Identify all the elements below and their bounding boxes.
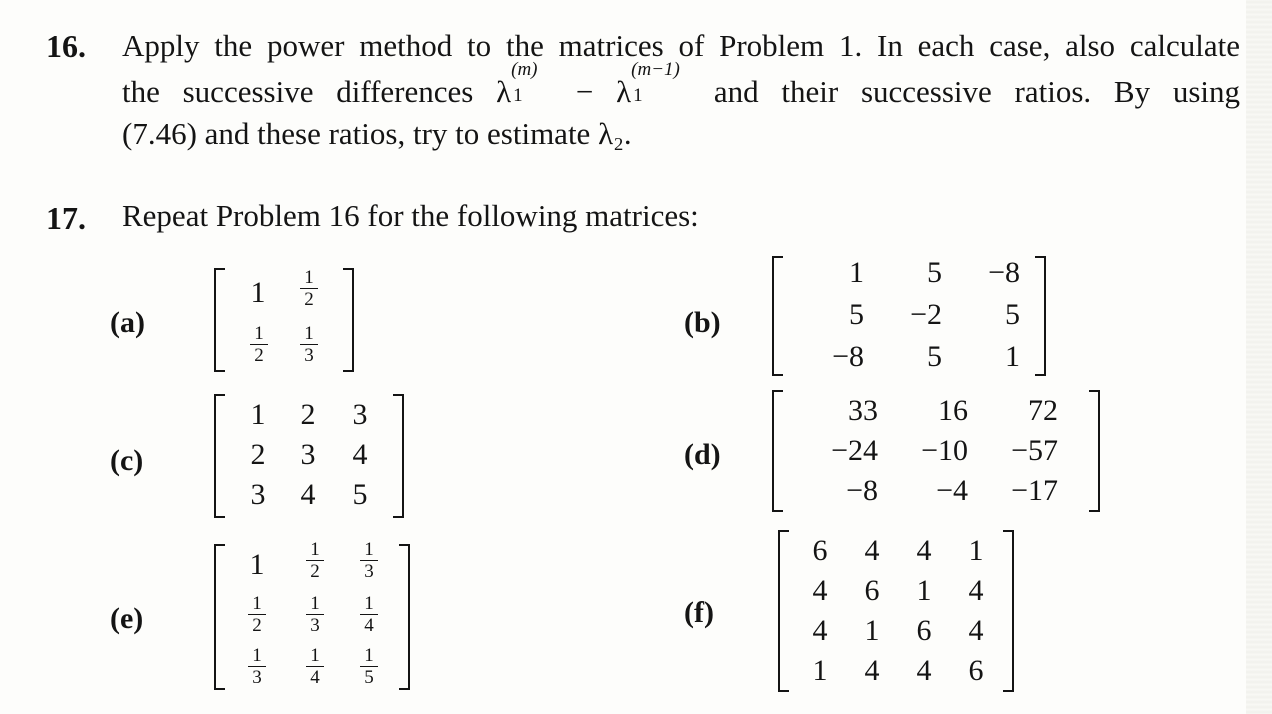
matrix-f-cell: 1: [864, 614, 880, 647]
matrix-a-cell-0-0: 1: [250, 276, 266, 309]
matrix-a-label: (a): [110, 306, 145, 339]
line2-text-b: and their successive ratios. By using: [691, 74, 1241, 109]
matrix-a-left-bracket: [214, 268, 225, 372]
matrix-d-cell: −10: [921, 434, 968, 467]
matrix-a-right-bracket: [343, 268, 354, 372]
matrix-a-cell-1-0: 1 2: [244, 324, 274, 365]
matrix-f-cell: 4: [812, 574, 828, 607]
matrix-c-left-bracket: [214, 394, 225, 518]
matrix-d-cell: −57: [1011, 434, 1058, 467]
matrix-f-cell: 4: [812, 614, 828, 647]
matrix-d-cell: 16: [938, 394, 968, 427]
matrix-f-cell: 4: [916, 654, 932, 687]
matrix-d-label: (d): [684, 438, 721, 471]
matrix-c-cell: 5: [352, 478, 368, 511]
matrix-f-cell: 6: [968, 654, 984, 687]
matrix-b: [772, 256, 1046, 376]
problem-17-number: 17.: [46, 200, 86, 236]
matrix-d-cell: −17: [1011, 474, 1058, 507]
matrix-d-left-bracket: [772, 390, 783, 512]
matrix-f-cell: 1: [968, 534, 984, 567]
matrix-e-cell-1-2: 1 4: [354, 594, 384, 635]
matrix-f-cell: 4: [916, 534, 932, 567]
matrix-d-cell: 72: [1028, 394, 1058, 427]
matrix-f-cell: 4: [864, 534, 880, 567]
problem-16-line-1: Apply the power method to the matrices of Problem 1. In each case, also calculate: [122, 28, 1240, 63]
matrix-d-cell: −24: [831, 434, 878, 467]
matrix-b-cell: 1: [1005, 340, 1020, 373]
matrix-f-left-bracket: [778, 530, 789, 692]
sub-1: 1: [513, 85, 523, 106]
matrix-b-cell: 5: [849, 298, 864, 331]
matrix-e-label: (e): [110, 602, 144, 635]
matrix-c-cell: 2: [300, 398, 316, 431]
matrix-f-cell: 6: [864, 574, 880, 607]
matrix-c-cell: 3: [352, 398, 368, 431]
matrix-f-cell: 1: [916, 574, 932, 607]
sub-1b: 1: [633, 85, 643, 106]
matrix-a: [214, 268, 354, 372]
matrix-e-cell-0-0: 1: [249, 548, 265, 581]
problem-16-line-3: (7.46) and these ratios, try to estimate λ₂.: [122, 116, 632, 151]
matrix-d-cell: −8: [846, 474, 878, 507]
matrix-e-cell-0-1: 1 2: [300, 540, 330, 581]
matrix-b-cell: 5: [1005, 298, 1020, 331]
matrix-c: [214, 394, 404, 518]
problem-16-number: 16.: [46, 28, 86, 64]
matrix-b-label: (b): [684, 306, 721, 339]
lambda-m-scripts: [511, 59, 553, 106]
matrix-b-cell: −8: [988, 256, 1020, 289]
matrix-e-cell-2-1: 1 4: [300, 646, 330, 687]
matrix-b-cell: 1: [849, 256, 864, 289]
matrix-d-cell: −4: [936, 474, 968, 507]
sup-m-minus-1: (m−1): [631, 59, 680, 80]
matrix-f-cell: 6: [916, 614, 932, 647]
matrix-c-cell: 2: [250, 438, 266, 471]
matrix-c-cell: 1: [250, 398, 266, 431]
matrix-d-cell: 33: [848, 394, 878, 427]
matrix-b-cell: −8: [832, 340, 864, 373]
matrix-d: [772, 390, 1100, 512]
matrix-c-label: (c): [110, 444, 144, 477]
matrix-c-cell: 3: [250, 478, 266, 511]
problem-16-line-2: [122, 59, 1241, 110]
matrix-b-cell: 5: [927, 340, 942, 373]
matrix-f-cell: 6: [812, 534, 828, 567]
matrix-d-right-bracket: [1089, 390, 1100, 512]
line2-text-a: the successive differences λ: [122, 74, 512, 109]
page-edge: [1246, 0, 1272, 714]
matrix-a-cell-1-1: 1 3: [294, 324, 324, 365]
matrix-c-cell: 4: [352, 438, 368, 471]
matrix-b-left-bracket: [772, 256, 783, 376]
matrix-c-cell: 4: [300, 478, 316, 511]
problem-17-text: Repeat Problem 16 for the following matrices:: [122, 198, 699, 233]
matrix-b-cell: −2: [910, 298, 942, 331]
matrix-e-cell-0-2: 1 3: [354, 540, 384, 581]
matrix-e: [214, 539, 410, 690]
matrix-e-cell-2-2: 1 5: [354, 646, 384, 687]
matrix-e-right-bracket: [399, 544, 410, 690]
matrix-a-cell-0-1: 1 2: [294, 268, 324, 309]
lambda-m1-scripts: [631, 59, 691, 106]
matrix-b-right-bracket: [1035, 256, 1046, 376]
matrix-f-cell: 4: [968, 614, 984, 647]
matrix-e-cell-1-1: 1 3: [300, 594, 330, 635]
matrix-b-cell: 5: [927, 256, 942, 289]
matrix-c-cell: 3: [300, 438, 316, 471]
matrix-e-left-bracket: [214, 544, 225, 690]
sup-m: (m): [511, 59, 538, 80]
matrix-f-cell: 4: [864, 654, 880, 687]
matrix-c-right-bracket: [393, 394, 404, 518]
matrix-f-cell: 1: [812, 654, 828, 687]
line2-minus: − λ: [553, 74, 632, 109]
matrix-e-cell-1-0: 1 2: [242, 594, 272, 635]
matrix-f-label: (f): [684, 596, 714, 629]
matrix-f-cell: 4: [968, 574, 984, 607]
matrix-e-cell-2-0: 1 3: [242, 646, 272, 687]
matrix-f: [778, 530, 1014, 692]
